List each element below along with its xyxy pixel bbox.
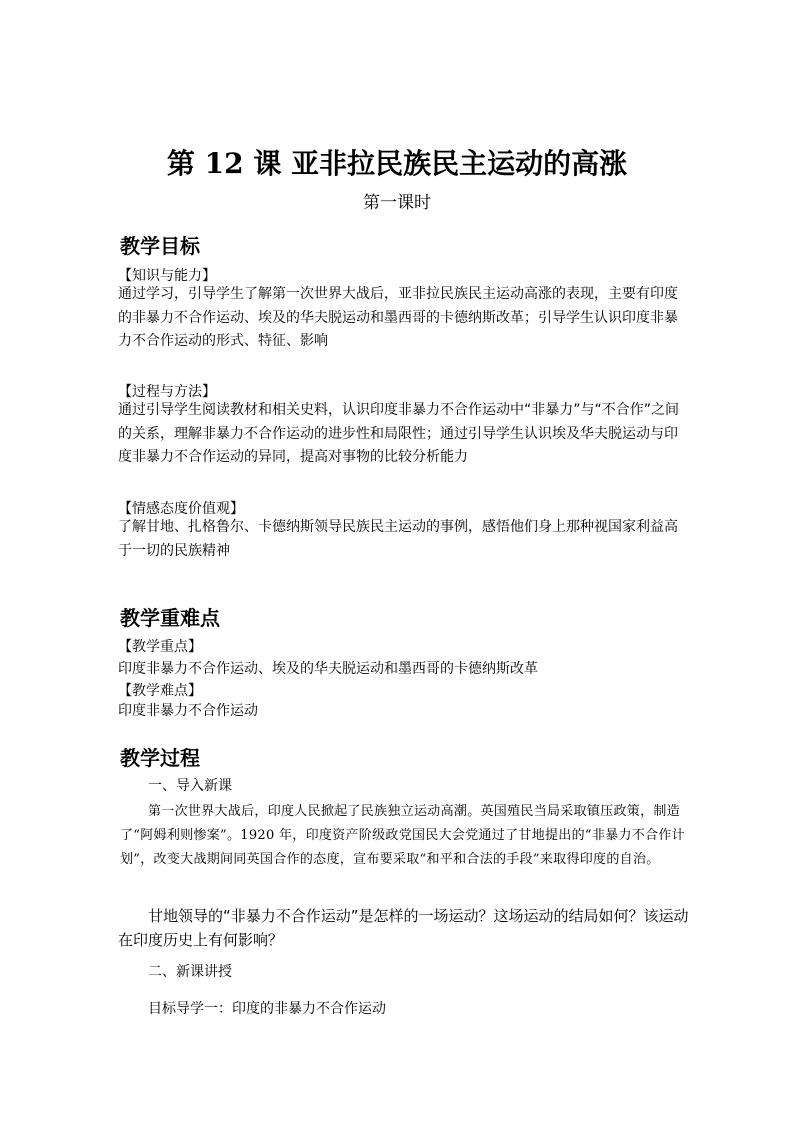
section-heading-goals: 教学目标 — [120, 234, 200, 258]
intro-passage: 第一次世界大战后，印度人民掀起了民族独立运动高潮。英国殖民当局采取镇压政策，制造了“阿姆利则惨案”。1920 年，印度资产阶级政党国民大会党通过了甘地提出的“非暴力不合作计划”，改变大战期间同英国合作的态度，宣布要采取“和平和合法的手段”来取得印度的自治。 — [120, 804, 685, 867]
target-1: 目标导学一：印度的非暴力不合作运动 — [148, 1001, 386, 1017]
emotion-label: 【情感态度价值观】 — [118, 501, 244, 517]
section-heading-key-points: 教学重难点 — [120, 606, 220, 630]
knowledge-text: 通过学习，引导学生了解第一次世界大战后，亚非拉民族民主运动高涨的表现，主要有印度的非暴力不合作运动、埃及的华夫脱运动和墨西哥的卡德纳斯改革；引导学生认识印度非暴力不合作运动的形式、特征、影响 — [118, 286, 678, 349]
lesson-subtitle: 第一课时 — [363, 193, 431, 213]
section-heading-process: 教学过程 — [120, 746, 200, 770]
intro-question: 甘地领导的“非暴力不合作运动”是怎样的一场运动？这场运动的结局如何？该运动在印度历史上有何影响？ — [118, 907, 689, 949]
emotion-text: 了解甘地、扎格鲁尔、卡德纳斯领导民族民主运动的事例，感悟他们身上那种视国家利益高于一切的民族精神 — [118, 519, 678, 559]
focus-text: 印度非暴力不合作运动、埃及的华夫脱运动和墨西哥的卡德纳斯改革 — [118, 661, 538, 677]
lesson-title: 第 12 课 亚非拉民族民主运动的高涨 — [166, 147, 628, 180]
difficulty-text: 印度非暴力不合作运动 — [118, 703, 258, 719]
focus-label: 【教学重点】 — [118, 639, 202, 655]
process-label: 【过程与方法】 — [118, 384, 216, 400]
step-teaching: 二、新课讲授 — [148, 964, 232, 980]
process-text: 通过引导学生阅读教材和相关史料，认识印度非暴力不合作运动中“非暴力”与“不合作”之间的关系，理解非暴力不合作运动的进步性和局限性；通过引导学生认识埃及华夫脱运动与印度非暴力不合作运动的异同，提高对事物的比较分析能力 — [118, 402, 680, 465]
step-intro: 一、导入新课 — [148, 778, 232, 794]
difficulty-label: 【教学难点】 — [118, 683, 202, 699]
knowledge-label: 【知识与能力】 — [118, 268, 216, 284]
